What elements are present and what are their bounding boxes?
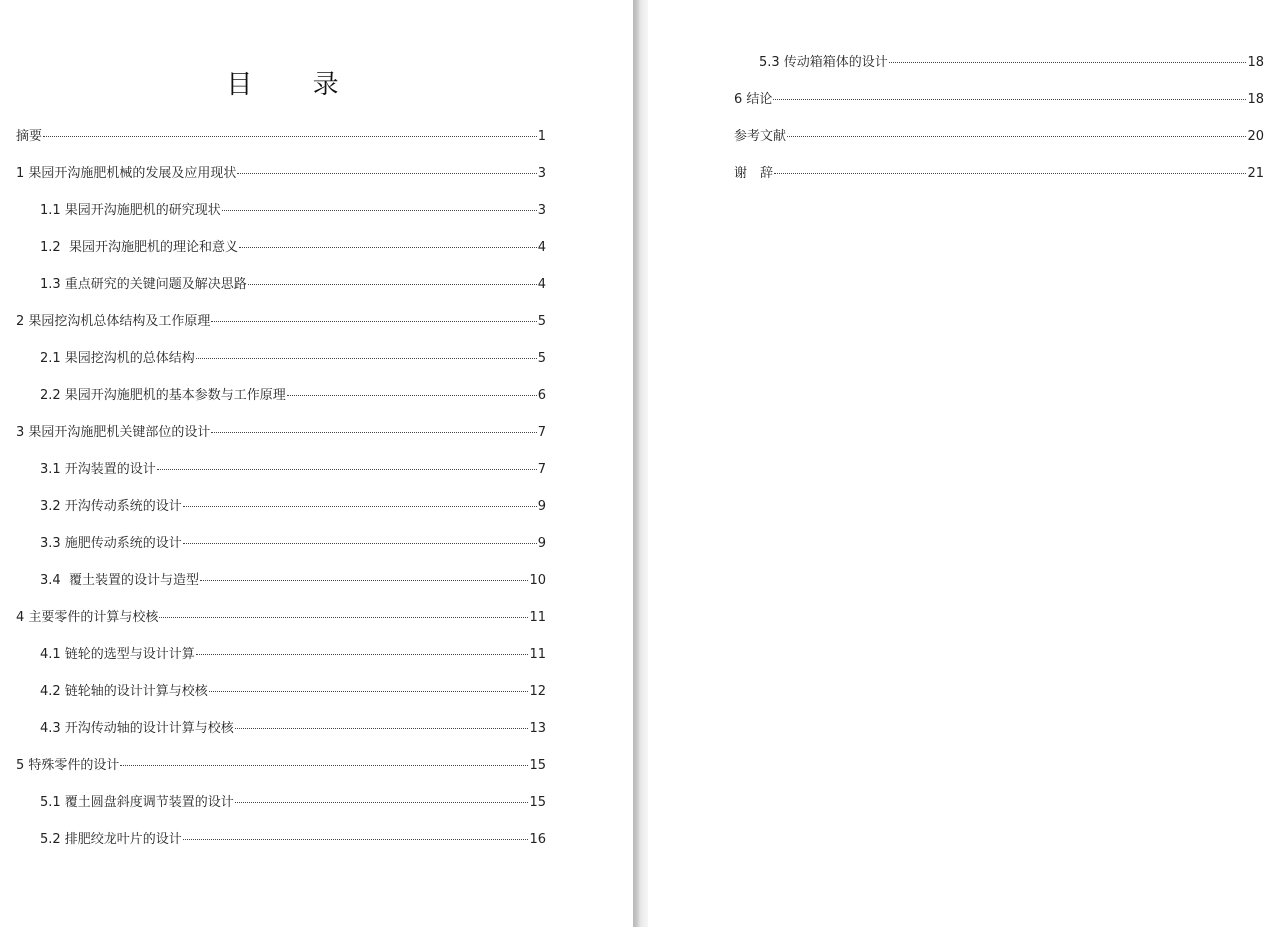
toc-entry-text: 3.1 开沟装置的设计: [40, 462, 156, 477]
toc-page-number: 18: [1247, 92, 1264, 107]
toc-entry-text: 2.2 果园开沟施肥机的基本参数与工作原理: [40, 388, 286, 403]
toc-entry[interactable]: [40, 202, 546, 220]
toc-leader: [235, 801, 529, 803]
toc-leader: [773, 98, 1246, 100]
toc-entry-text: 4.3 开沟传动轴的设计计算与校核: [40, 721, 234, 736]
toc-leader: [239, 246, 537, 248]
toc-entry[interactable]: [40, 646, 546, 664]
toc-leader: [287, 394, 537, 396]
toc-leader: [157, 468, 537, 470]
toc-leader: [774, 172, 1246, 174]
toc-entry[interactable]: [734, 91, 1264, 109]
toc-leader: [183, 838, 529, 840]
page-right: [648, 0, 1287, 927]
toc-entry[interactable]: [40, 387, 546, 405]
toc-leader: [120, 764, 528, 766]
toc-entry-text: 5.3 传动箱箱体的设计: [759, 55, 888, 70]
toc-entry-text: 2 果园挖沟机总体结构及工作原理: [16, 314, 211, 329]
toc-leader: [211, 320, 536, 322]
toc-entry-text: 1.2 果园开沟施肥机的理论和意义: [40, 240, 238, 255]
toc-entry[interactable]: [40, 461, 546, 479]
toc-entry[interactable]: [40, 720, 546, 738]
toc-entry[interactable]: [16, 313, 546, 331]
toc-entry[interactable]: [40, 572, 546, 590]
toc-entry[interactable]: [40, 276, 546, 294]
toc-title: 目 录: [226, 70, 365, 100]
toc-page-number: 11: [529, 647, 546, 662]
toc-entry[interactable]: [40, 683, 546, 701]
toc-entry-text: 3.3 施肥传动系统的设计: [40, 536, 182, 551]
toc-leader: [43, 135, 537, 137]
toc-entry[interactable]: [40, 794, 546, 812]
toc-page-number: 6: [537, 388, 546, 403]
toc-page-number: 18: [1247, 55, 1264, 70]
toc-entry-text: 5 特殊零件的设计: [16, 758, 120, 773]
toc-entry-text: 4 主要零件的计算与校核: [16, 610, 159, 625]
toc-page-number: 9: [537, 536, 546, 551]
toc-leader: [183, 542, 537, 544]
toc-leader: [222, 209, 537, 211]
toc-page-number: 13: [529, 721, 546, 736]
toc-leader: [183, 505, 537, 507]
toc-leader: [889, 61, 1247, 63]
toc-leader: [248, 283, 537, 285]
toc-entry-text: 4.1 链轮的选型与设计计算: [40, 647, 195, 662]
toc-entry-text: 6 结论: [734, 92, 773, 107]
toc-page-number: 5: [537, 314, 546, 329]
toc-entry[interactable]: [16, 165, 546, 183]
toc-page-number: 4: [537, 277, 546, 292]
toc-leader: [209, 690, 529, 692]
toc-page-number: 1: [537, 129, 546, 144]
toc-page-number: 12: [529, 684, 546, 699]
toc-entry[interactable]: [40, 498, 546, 516]
toc-entry[interactable]: [16, 757, 546, 775]
toc-leader: [196, 653, 529, 655]
toc-page-number: 4: [537, 240, 546, 255]
toc-page-number: 16: [529, 832, 546, 847]
page-left: [0, 0, 633, 927]
toc-entry-text: 4.2 链轮轴的设计计算与校核: [40, 684, 208, 699]
toc-entry-text: 5.2 排肥绞龙叶片的设计: [40, 832, 182, 847]
toc-entry[interactable]: [734, 128, 1264, 146]
toc-page-number: 21: [1247, 166, 1264, 181]
toc-entry-text: 1.1 果园开沟施肥机的研究现状: [40, 203, 221, 218]
toc-leader: [196, 357, 537, 359]
toc-leader: [235, 727, 529, 729]
toc-leader: [159, 616, 528, 618]
toc-entry-text: 3 果园开沟施肥机关键部位的设计: [16, 425, 211, 440]
toc-entry-text: 1.3 重点研究的关键问题及解决思路: [40, 277, 247, 292]
toc-page-number: 9: [537, 499, 546, 514]
toc-page-number: 11: [529, 610, 546, 625]
toc-entry[interactable]: [734, 165, 1264, 183]
toc-page-number: 3: [537, 203, 546, 218]
toc-entry-text: 1 果园开沟施肥机械的发展及应用现状: [16, 166, 237, 181]
toc-entry-text: 摘要: [16, 129, 43, 144]
toc-entry-text: 3.4 覆土装置的设计与造型: [40, 573, 199, 588]
toc-page-number: 15: [529, 758, 546, 773]
toc-entry-text: 5.1 覆土圆盘斜度调节装置的设计: [40, 795, 234, 810]
toc-page-number: 20: [1247, 129, 1264, 144]
toc-leader: [211, 431, 536, 433]
toc-page-number: 10: [529, 573, 546, 588]
toc-entry[interactable]: [759, 54, 1264, 72]
toc-entry[interactable]: [40, 239, 546, 257]
toc-page-number: 7: [537, 425, 546, 440]
toc-entry[interactable]: [16, 424, 546, 442]
toc-leader: [237, 172, 536, 174]
toc-entry-text: 2.1 果园挖沟机的总体结构: [40, 351, 195, 366]
toc-leader: [787, 135, 1246, 137]
toc-entry-text: 参考文献: [734, 129, 787, 144]
toc-entry[interactable]: [40, 831, 546, 849]
toc-page-number: 15: [529, 795, 546, 810]
toc-entry-text: 谢 辞: [734, 166, 774, 181]
page-gutter: [633, 0, 648, 927]
toc-page-number: 3: [537, 166, 546, 181]
toc-entry[interactable]: [40, 350, 546, 368]
toc-page-number: 7: [537, 462, 546, 477]
toc-entry[interactable]: [16, 128, 546, 146]
toc-page-number: 5: [537, 351, 546, 366]
toc-entry[interactable]: [16, 609, 546, 627]
toc-entry-text: 3.2 开沟传动系统的设计: [40, 499, 182, 514]
toc-leader: [200, 579, 529, 581]
toc-entry[interactable]: [40, 535, 546, 553]
